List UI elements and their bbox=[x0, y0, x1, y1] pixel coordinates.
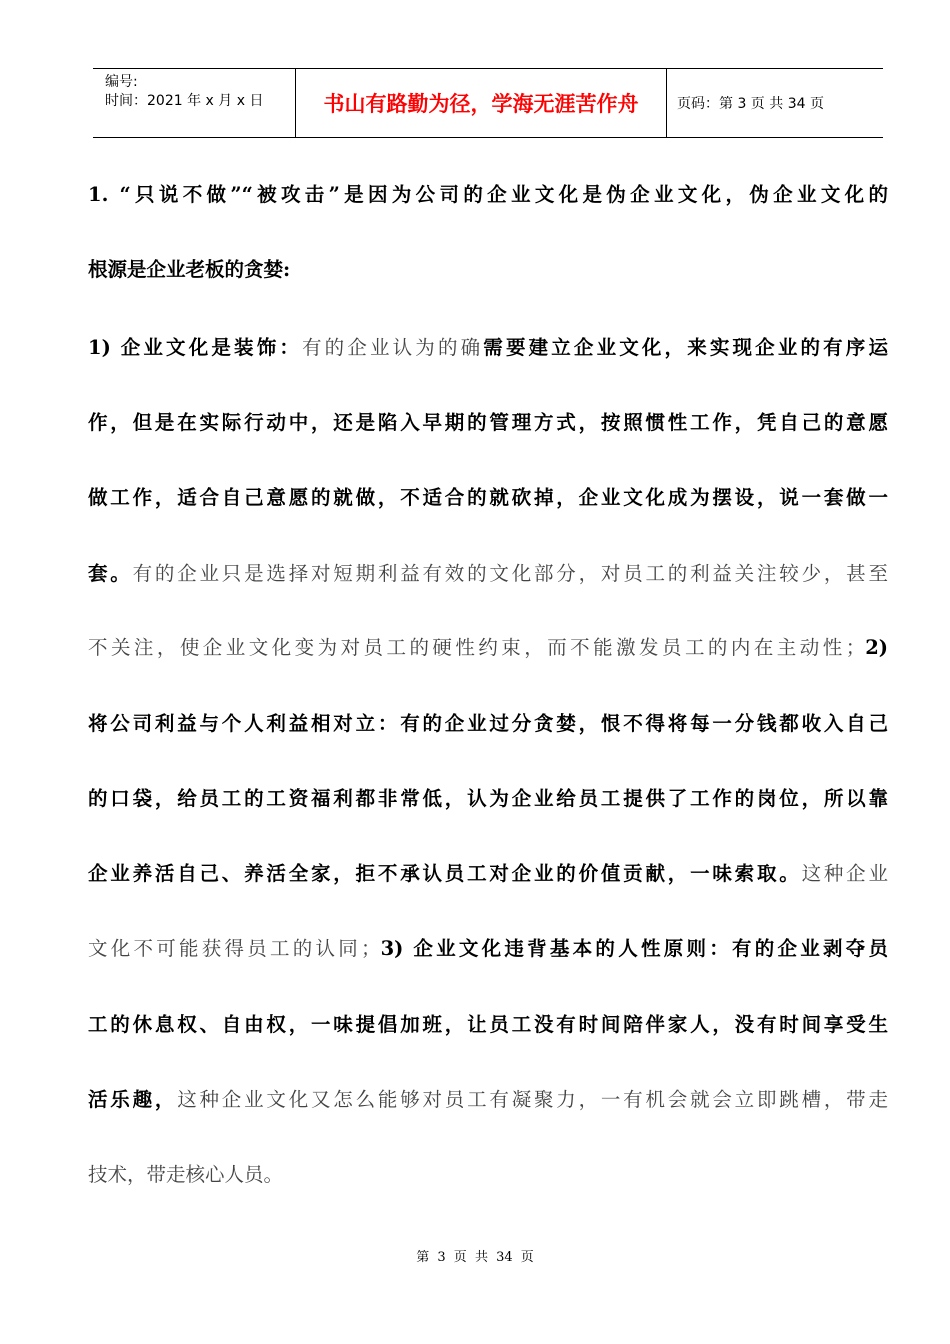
normal-run: 这种企业 bbox=[801, 862, 888, 885]
paragraph-line: 做工作，适合自己意愿的就做，不适合的就砍掉，企业文化成为摆设，说一套做一 bbox=[88, 486, 888, 509]
paragraph-line: 工的休息权、自由权，一味提倡加班，让员工没有时间陪伴家人，没有时间享受生 bbox=[88, 1013, 888, 1036]
footer-total-pages: 34 bbox=[496, 1250, 513, 1265]
bold-run: 企业养活自己、养活全家，拒不承认员工对企业的价值贡献，一味索取。 bbox=[88, 862, 802, 885]
paragraph-line: 将公司利益与个人利益相对立：有的企业过分贪婪，恨不得将每一分钱都收入自己 bbox=[88, 712, 888, 735]
paragraph-line bbox=[88, 559, 888, 589]
paragraph-line: 技术，带走核心人员。 bbox=[88, 1163, 284, 1186]
header-page-info: 页码：第 3 页 共 34 页 bbox=[677, 96, 824, 112]
header-motto: 书山有路勤为径，学海无涯苦作舟 bbox=[295, 69, 667, 137]
bold-run: 套。 bbox=[88, 562, 133, 585]
footer-di: 第 bbox=[416, 1250, 430, 1265]
paragraph-line bbox=[88, 633, 888, 663]
paragraph-line bbox=[88, 934, 888, 964]
normal-run: 这种企业文化又怎么能够对员工有凝聚力，一有机会就会立即跳槽，带走 bbox=[177, 1088, 888, 1111]
normal-run: 有的企业只是选择对短期利益有效的文化部分，对员工的利益关注较少，甚至 bbox=[132, 562, 888, 585]
header-meta bbox=[93, 69, 295, 137]
footer-page-number: 3 bbox=[437, 1250, 446, 1265]
document-header bbox=[93, 68, 883, 138]
footer-gong: 共 bbox=[474, 1250, 488, 1265]
normal-run: 不关注，使企业文化变为对员工的硬性约束，而不能激发员工的内在主动性； bbox=[88, 636, 866, 659]
paragraph-line: 1. “只说不做”“被攻击”是因为公司的企业文化是伪企业文化，伪企业文化的 bbox=[88, 183, 888, 206]
bold-run: 活乐趣， bbox=[88, 1088, 178, 1111]
normal-run: 文化不可能获得员工的认同； bbox=[88, 937, 381, 960]
paragraph-line bbox=[88, 1085, 888, 1115]
doc-time-label: 时间：2021 年 x 月 x 日 bbox=[105, 93, 264, 109]
doc-number-label: 编号: bbox=[105, 74, 138, 90]
page-footer bbox=[0, 1246, 950, 1265]
paragraph-line: 的口袋，给员工的工资福利都非常低，认为企业给员工提供了工作的岗位，所以靠 bbox=[88, 787, 888, 810]
bold-run: 2) bbox=[865, 636, 888, 659]
paragraph-line: 作，但是在实际行动中，还是陷入早期的管理方式，按照惯性工作，凭自己的意愿 bbox=[88, 411, 888, 434]
paragraph-line bbox=[88, 333, 888, 363]
bold-run: 3) 企业文化违背基本的人性原则：有的企业剥夺员 bbox=[380, 937, 888, 960]
footer-ye: 页 bbox=[453, 1250, 467, 1265]
normal-run: 有的企业认为的确 bbox=[302, 336, 484, 359]
paragraph-line: 根源是企业老板的贪婪: bbox=[88, 258, 291, 281]
bold-run: 1) 企业文化是装饰： bbox=[88, 336, 303, 359]
paragraph-line bbox=[88, 859, 888, 889]
bold-run: 需要建立企业文化，来实现企业的有序运 bbox=[483, 336, 888, 359]
footer-ye: 页 bbox=[520, 1250, 534, 1265]
